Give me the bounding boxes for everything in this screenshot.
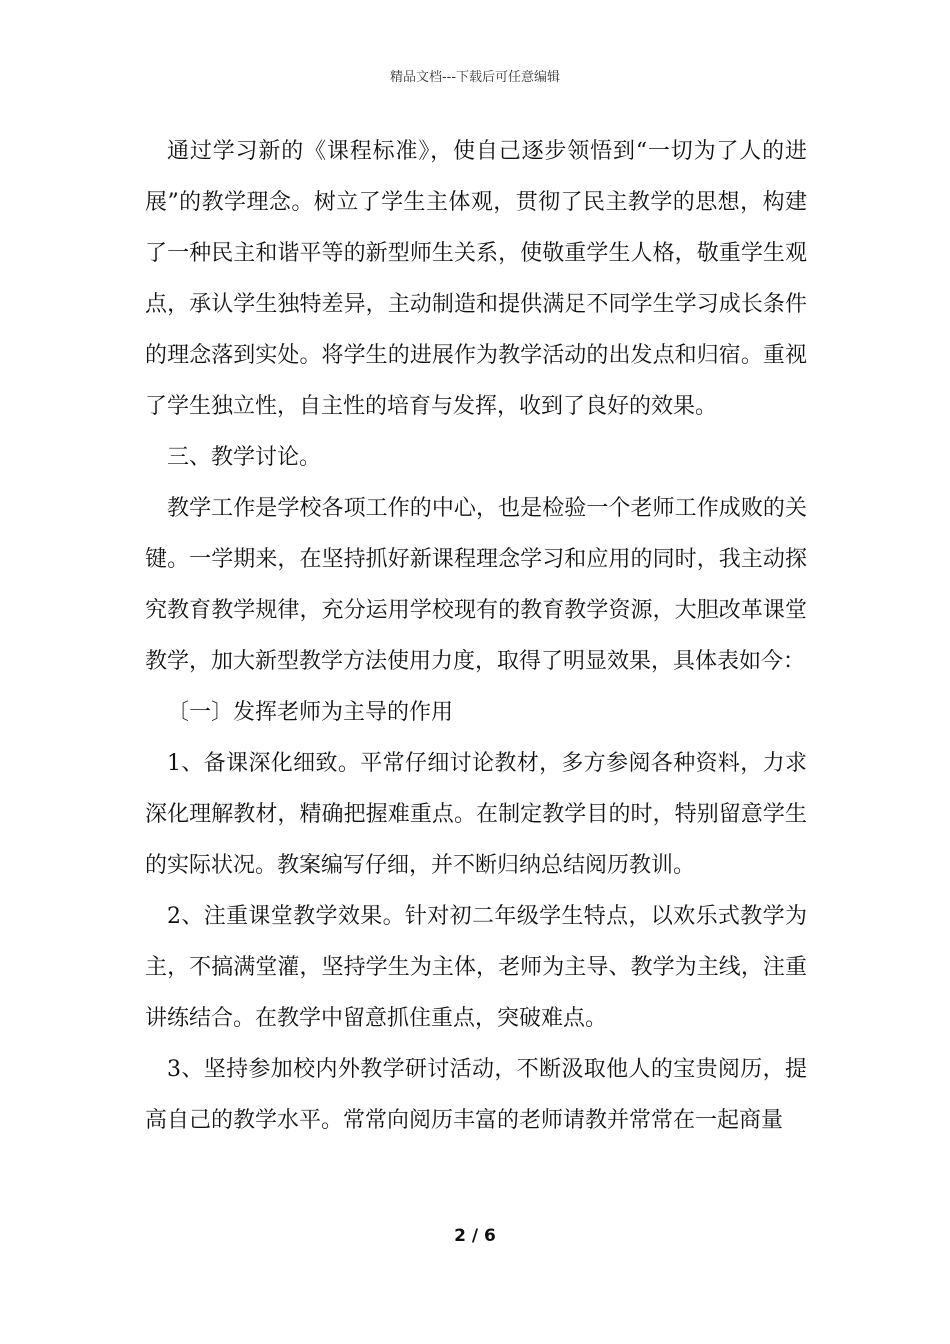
paragraph-item-3-research-activities: 3、坚持参加校内外教学研讨活动，不断汲取他人的宝贵阅历，提高自己的教学水平。常常向阅历丰富的老师请教并常常在一起商量 [145, 1057, 807, 1133]
page-header: 精品文档---下载后可任意编辑 [389, 70, 561, 85]
page-number: 2 / 6 [454, 1226, 496, 1246]
paragraph-teaching-work: 教学工作是学校各项工作的中心，也是检验一个老师工作成败的关键。一学期来，在坚持抓好新课程理念学习和应用的同时，我主动探究教育教学规律，充分运用学校现有的教育教学资源，大胆改革课堂教学，加大新型教学方法使用力度，取得了明显效果，具体表如今： [145, 496, 807, 674]
subheading-teacher-leading-role: 〔一〕发挥老师为主导的作用 [167, 700, 454, 725]
heading-teaching-discussion: 三、教学讨论。 [167, 445, 322, 470]
paragraph-course-standard: 通过学习新的《课程标准》，使自己逐步领悟到“一切为了人的进展”的教学理念。树立了学生主体观，贯彻了民主教学的思想，构建了一种民主和谐平等的新型师生关系，使敬重学生人格，敬重学生观点，承认学生独特差异，主动制造和提供满足不同学生学习成长条件的理念落到实处。将学生的进展作为教学活动的出发点和归宿。重视了学生独立性，自主性的培育与发挥，收到了良好的效果。 [145, 139, 807, 419]
document-body [145, 126, 807, 1146]
paragraph-item-1-lesson-prep: 1、备课深化细致。平常仔细讨论教材，多方参阅各种资料，力求深化理解教材，精确把握难重点。在制定教学目的时，特别留意学生的实际状况。教案编写仔细，并不断归纳总结阅历教训。 [145, 751, 807, 878]
paragraph-item-2-classroom-effect: 2、注重课堂教学效果。针对初二年级学生特点，以欢乐式教学为主，不搞满堂灌，坚持学生为主体，老师为主导、教学为主线，注重讲练结合。在教学中留意抓住重点，突破难点。 [145, 904, 807, 1031]
